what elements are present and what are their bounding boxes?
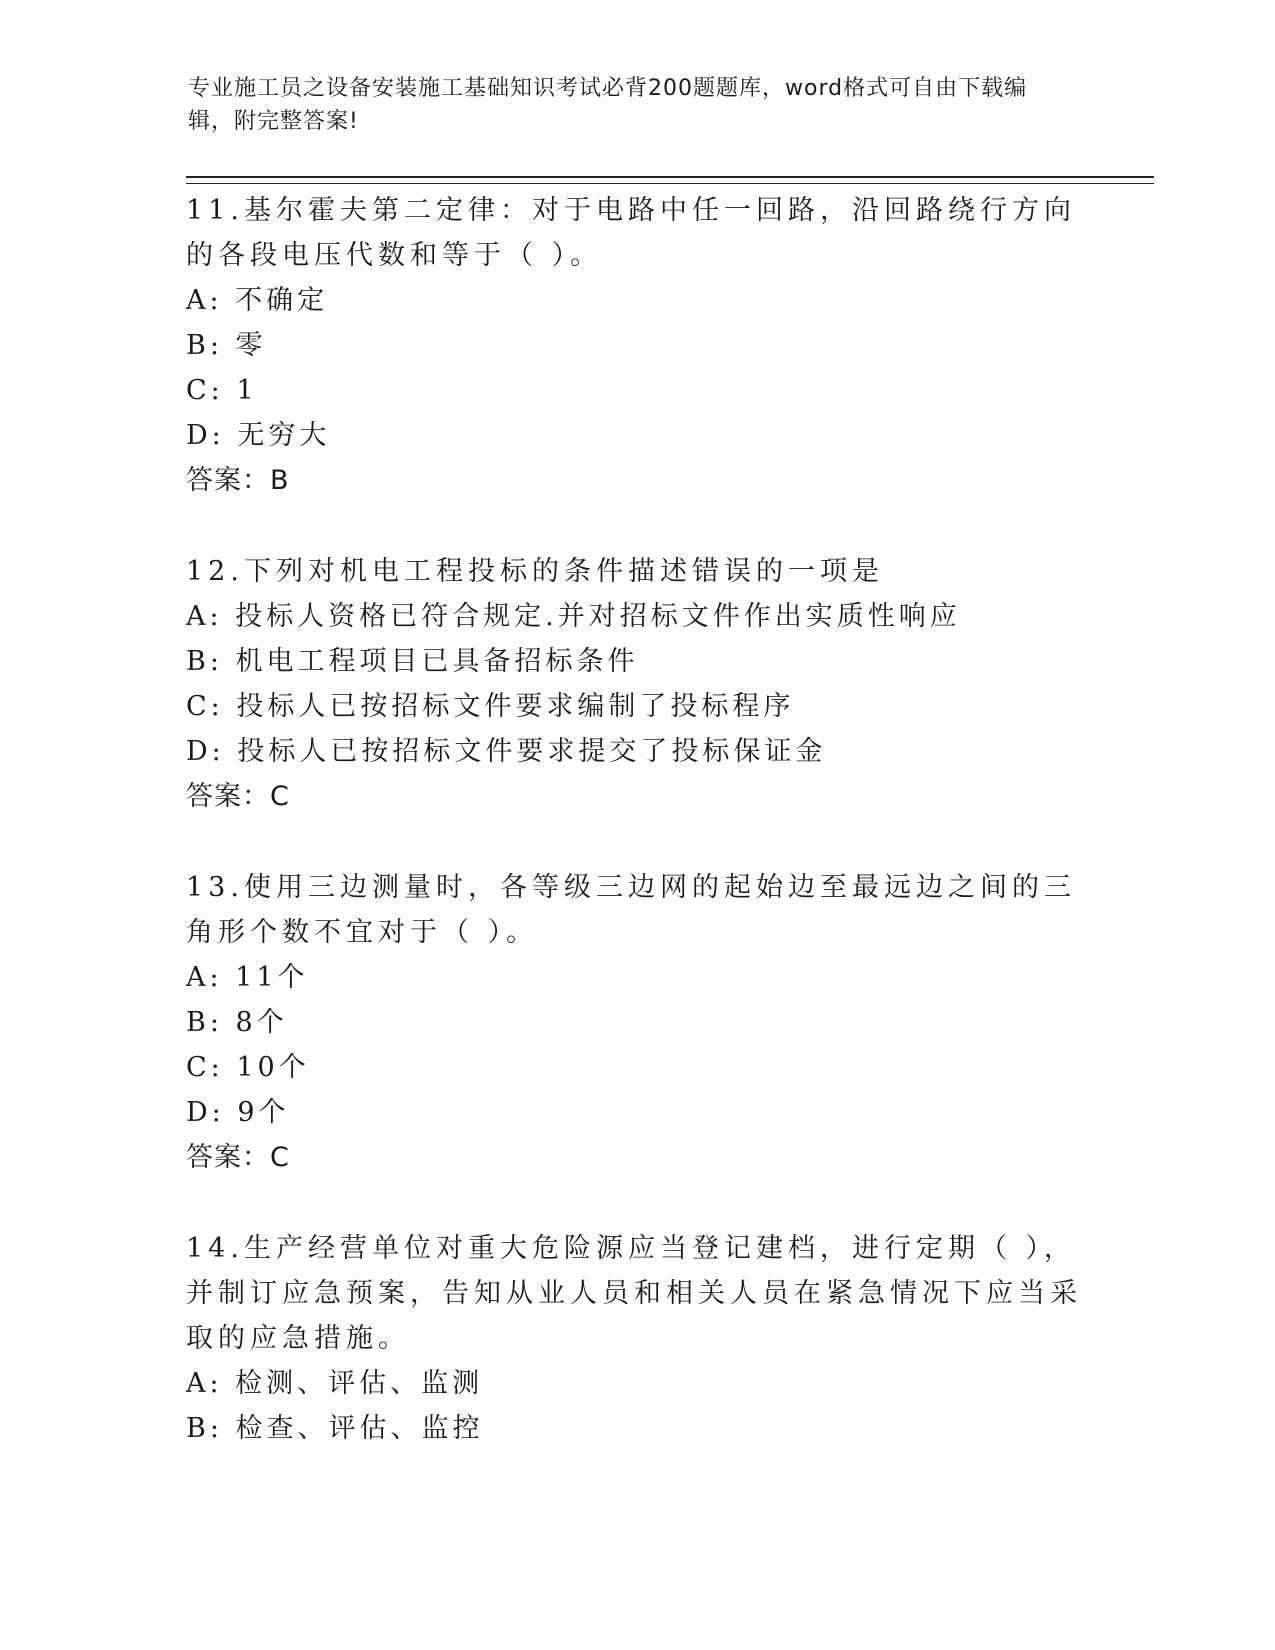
question-13 (186, 865, 1086, 1180)
option-a: A: 不确定 (186, 285, 329, 316)
question-stem: 14.生产经营单位对重大危险源应当登记建档，进行定期（ ），并制订应急预案，告知从业人员和相关人员在紧急情况下应当采取的应急措施。 (186, 1233, 1082, 1354)
option-d: D: 9个 (186, 1097, 290, 1128)
option-a: A: 检测、评估、监测 (186, 1368, 484, 1399)
question-list (186, 188, 1086, 1497)
option-d: D: 投标人已按招标文件要求提交了投标保证金 (186, 736, 827, 767)
question-14 (186, 1226, 1086, 1451)
answer: 答案：B (186, 465, 290, 496)
question-stem: 12.下列对机电工程投标的条件描述错误的一项是 (186, 556, 884, 587)
option-a: A: 11个 (186, 962, 309, 993)
question-stem: 13.使用三边测量时，各等级三边网的起始边至最远边之间的三角形个数不宜对于（ ）。 (186, 872, 1076, 948)
question-stem: 11.基尔霍夫第二定律：对于电路中任一回路，沿回路绕行方向的各段电压代数和等于（ ）。 (186, 195, 1076, 271)
option-b: B: 机电工程项目已具备招标条件 (186, 646, 639, 677)
header-rule-thin (186, 183, 1154, 184)
option-b: B: 检查、评估、监控 (186, 1413, 484, 1444)
option-a: A: 投标人资格已符合规定.并对招标文件作出实质性响应 (186, 601, 961, 632)
option-c: C: 1 (186, 375, 258, 406)
document-header: 专业施工员之设备安装施工基础知识考试必背200题题库，word格式可自由下载编辑，附完整答案! (188, 76, 1028, 134)
option-b: B: 8个 (186, 1007, 288, 1038)
option-b: B: 零 (186, 330, 267, 361)
header-rule-thick (186, 176, 1154, 178)
option-c: C: 10个 (186, 1052, 310, 1083)
answer: 答案：C (186, 1142, 290, 1173)
option-d: D: 无穷大 (186, 420, 331, 451)
option-c: C: 投标人已按招标文件要求编制了投标程序 (186, 691, 795, 722)
question-11 (186, 188, 1086, 503)
question-12 (186, 549, 1086, 819)
answer: 答案：C (186, 781, 290, 812)
